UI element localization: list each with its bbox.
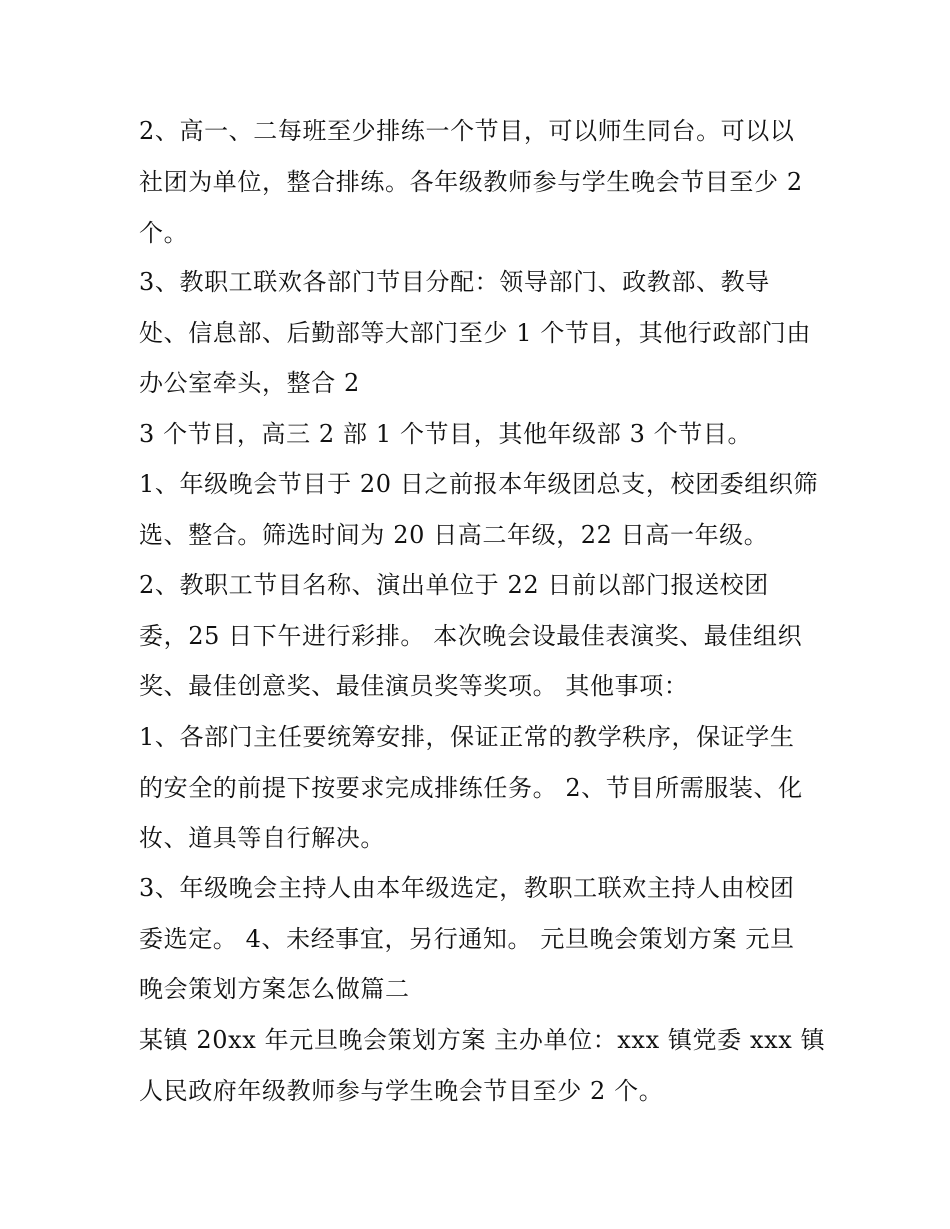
text-line: 某镇 20xx 年元旦晚会策划方案 主办单位：xxx 镇党委 xxx 镇 (139, 1026, 826, 1054)
text-line: 妆、道具等自行解决。 (139, 824, 385, 852)
text-line: 2、高一、二每班至少排练一个节目，可以师生同台。可以以 (139, 117, 795, 145)
text-line: 处、信息部、后勤部等大部门至少 1 个节目，其他行政部门由 (139, 319, 811, 347)
text-line: 3、教职工联欢各部门节目分配：领导部门、政教部、教导 (139, 268, 770, 296)
text-line: 选、整合。筛选时间为 20 日高二年级，22 日高一年级。 (139, 521, 769, 549)
text-line: 的安全的前提下按要求完成排练任务。 2、节目所需服装、化 (139, 774, 803, 802)
text-line: 办公室牵头，整合 2 (139, 369, 360, 397)
text-line: 3、年级晚会主持人由本年级选定，教职工联欢主持人由校团 (139, 874, 795, 902)
text-line: 1、各部门主任要统筹安排，保证正常的教学秩序，保证学生 (139, 723, 795, 751)
text-line: 社团为单位，整合排练。各年级教师参与学生晚会节目至少 2 (139, 168, 803, 196)
text-line: 3 个节目，高三 2 部 1 个节目，其他年级部 3 个节目。 (139, 420, 753, 448)
text-line: 委，25 日下午进行彩排。 本次晚会设最佳表演奖、最佳组织 (139, 622, 803, 650)
text-line: 个。 (139, 219, 189, 247)
text-line: 2、教职工节目名称、演出单位于 22 日前以部门报送校团 (139, 571, 769, 599)
text-line: 1、年级晚会节目于 20 日之前报本年级团总支，校团委组织筛 (139, 470, 819, 498)
text-line: 奖、最佳创意奖、最佳演员奖等奖项。 其他事项： (139, 672, 689, 700)
text-line: 人民政府年级教师参与学生晚会节目至少 2 个。 (139, 1077, 664, 1105)
text-line: 晚会策划方案怎么做篇二 (139, 975, 410, 1003)
text-line: 委选定。 4、未经事宜，另行通知。 元旦晚会策划方案 元旦 (139, 925, 795, 953)
